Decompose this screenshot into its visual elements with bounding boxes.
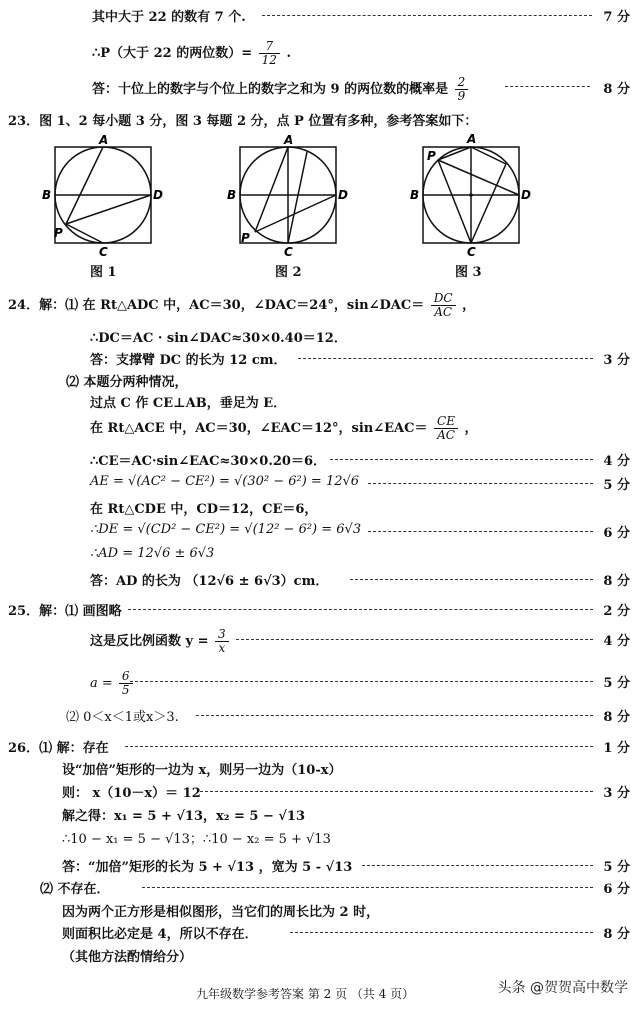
- q24-line-2: [0, 325, 640, 347]
- q24-line-3: [0, 347, 640, 369]
- fraction: [259, 40, 280, 67]
- q24-line-6: [0, 405, 640, 445]
- q24-line-12: [0, 568, 640, 590]
- q26-line-7: [0, 876, 640, 898]
- q26-line-2: [0, 757, 640, 779]
- fraction-denominator: 12: [261, 53, 277, 67]
- comma: ，: [464, 421, 478, 436]
- score: 7 分: [603, 10, 630, 25]
- line-text: 25．解：⑴ 画图略: [8, 604, 122, 619]
- line-text: 23．图 1、2 每小题 3 分，图 3 每题 2 分，点 P 位置有多种，参考答案如下：: [8, 114, 478, 129]
- fraction: [215, 628, 229, 655]
- dotted-leader: [298, 358, 593, 359]
- label-c: C: [284, 245, 293, 259]
- line-text: 答：支撑臂 DC 的长为 12 cm．: [90, 353, 287, 368]
- q25-line-2: [0, 620, 640, 660]
- line-text: 解之得：x₁ = 5 + √13，x₂ = 5 − √13: [62, 809, 306, 824]
- line-prefix: ∴P（大于 22 的两位数）=: [92, 46, 253, 61]
- figure-1-caption: 图 1: [90, 265, 117, 280]
- label-c: C: [467, 245, 476, 259]
- score: 5 分: [603, 676, 630, 691]
- dotted-leader: [236, 639, 593, 640]
- dotted-leader: [196, 715, 593, 716]
- q26-line-5: [0, 826, 640, 848]
- q26-line-9: [0, 921, 640, 943]
- q24-line-8: [0, 472, 640, 494]
- line-text: 则： x（10－x）＝ 12: [62, 786, 201, 801]
- figure-2-caption: 图 2: [275, 265, 302, 280]
- line-text: ∴10 − x₁ = 5 − √13；∴10 − x₂ = 5 + √13: [62, 832, 331, 847]
- q24-line-1: [0, 284, 640, 324]
- label-b: B: [410, 188, 420, 202]
- q24-heading: 24．解：⑴ 在 Rt△ADC 中，AC＝30，∠DAC＝24°，sin∠DAC＝: [8, 298, 425, 313]
- q24-line-10: [0, 520, 640, 542]
- q24-line-4: [0, 369, 640, 391]
- line-text: ⑵ 本题分两种情况，: [66, 375, 188, 390]
- line-text: 在 Rt△CDE 中，CD＝12，CE＝6，: [90, 502, 318, 517]
- q26-line-4: [0, 803, 640, 825]
- line-probability-1: [0, 30, 640, 66]
- q25-line-1: [0, 598, 640, 620]
- score: 8 分: [603, 710, 630, 725]
- dotted-leader: [330, 459, 593, 460]
- score: 5 分: [603, 860, 630, 875]
- line-text: 答：“加倍”矩形的长为 5 + √13 ，宽为 5 - √13: [62, 860, 353, 875]
- score: 5 分: [603, 478, 630, 493]
- q24-line-9: [0, 496, 640, 518]
- figure-2: [225, 132, 355, 262]
- fraction-denominator: AC: [434, 305, 453, 319]
- score: 8 分: [603, 82, 630, 97]
- line-text: 则面积比必定是 4，所以不存在．: [62, 927, 258, 942]
- q25-line-4: [0, 704, 640, 726]
- score: 1 分: [603, 741, 630, 756]
- dotted-leader: [130, 681, 593, 682]
- line-text: （其他方法酌情给分）: [62, 950, 193, 965]
- q23-header: [0, 108, 640, 130]
- figure-3: [408, 132, 538, 262]
- score: 8 分: [603, 927, 630, 942]
- dotted-leader: [128, 609, 593, 610]
- q25-line-3: [0, 662, 640, 702]
- line-text: [90, 670, 135, 697]
- line-text: 26．⑴ 解：存在: [8, 741, 109, 756]
- dotted-leader: [350, 579, 593, 580]
- line-text: ∴DE = √(CD² − CE²) = √(12² − 6²) = 6√3: [90, 522, 362, 537]
- fraction-numerator: 6: [119, 670, 133, 684]
- line-text: [90, 415, 478, 442]
- score: 2 分: [603, 604, 630, 619]
- fraction-numerator: 3: [215, 628, 229, 642]
- q26-line-8: [0, 899, 640, 921]
- line-count-over-22: [0, 4, 640, 26]
- label-a: A: [99, 133, 109, 147]
- score: 3 分: [603, 353, 630, 368]
- line-text: AE = √(AC² − CE²) = √(30² − 6²) = 12√6: [90, 474, 360, 489]
- figure-1: [40, 132, 170, 262]
- dotted-leader: [290, 932, 593, 933]
- fraction-denominator: 9: [457, 89, 466, 103]
- fraction-numerator: 7: [259, 40, 280, 54]
- fraction: [434, 415, 458, 442]
- fraction: [455, 76, 469, 103]
- fraction-denominator: x: [218, 641, 226, 655]
- q24-line-11: [0, 544, 640, 566]
- fraction-denominator: 5: [121, 683, 130, 697]
- score: 3 分: [603, 786, 630, 801]
- label-p: P: [241, 231, 250, 245]
- line-text: ∴DC＝AC · sin∠DAC≈30×0.40＝12．: [90, 331, 347, 346]
- line-text: [8, 292, 475, 319]
- line-text: ∴CE＝AC·sin∠EAC≈30×0.20＝6．: [90, 454, 327, 469]
- line-suffix: .: [286, 46, 291, 61]
- label-d: D: [521, 188, 531, 202]
- line-answer-probability: [0, 70, 640, 106]
- score: 4 分: [603, 634, 630, 649]
- q26-line-10: [0, 944, 640, 966]
- label-d: D: [153, 188, 163, 202]
- line-text: 因为两个正方形是相似图形，当它们的周长比为 2 时，: [62, 905, 380, 920]
- label-a: A: [467, 132, 477, 146]
- fraction-denominator: AC: [437, 428, 455, 442]
- line-text: 答：AD 的长为 （12√6 ± 6√3）cm．: [90, 574, 329, 589]
- dotted-leader: [262, 15, 592, 16]
- label-b: B: [42, 188, 52, 202]
- fraction: [431, 292, 456, 319]
- fraction-numerator: CE: [434, 415, 458, 429]
- label-a: A: [284, 133, 294, 147]
- line-text: [92, 76, 470, 103]
- label-d: D: [338, 188, 348, 202]
- figure-3-caption: 图 3: [455, 265, 482, 280]
- page-footer: 九年级数学参考答案 第 2 页 （共 4 页）: [196, 987, 415, 1001]
- line-text: 过点 C 作 CE⊥AB，垂足为 E．: [90, 396, 287, 411]
- fraction-numerator: DC: [431, 292, 456, 306]
- dotted-leader: [368, 531, 593, 532]
- dotted-leader: [368, 483, 593, 484]
- line-text: [90, 628, 231, 655]
- line-prefix: 在 Rt△ACE 中，AC＝30，∠EAC＝12°，sin∠EAC＝: [90, 421, 428, 436]
- score: 8 分: [603, 574, 630, 589]
- line-prefix: 这是反比例函数 y =: [90, 634, 209, 649]
- label-c: C: [99, 245, 108, 259]
- answer-text: 答：十位上的数字与个位上的数字之和为 9 的两位数的概率是: [92, 82, 449, 97]
- dotted-leader: [125, 746, 593, 747]
- fraction: [119, 670, 133, 697]
- q26-line-6: [0, 854, 640, 876]
- label-p: P: [54, 226, 63, 240]
- line-text: 其中大于 22 的数有 7 个.: [92, 10, 246, 25]
- q24-line-7: [0, 448, 640, 470]
- q26-line-3: [0, 780, 640, 802]
- line-prefix: a =: [90, 676, 113, 691]
- fraction-numerator: 2: [455, 76, 469, 90]
- label-p: P: [427, 149, 436, 163]
- line-text: ∴AD = 12√6 ± 6√3: [90, 546, 215, 561]
- line-text: 设“加倍”矩形的一边为 x，则另一边为（10-x）: [62, 763, 342, 778]
- line-text: ⑵ 0＜x＜1或x＞3.: [66, 710, 179, 725]
- score: 4 分: [603, 454, 630, 469]
- dotted-leader: [200, 791, 593, 792]
- dotted-leader: [505, 86, 590, 87]
- dotted-leader: [142, 887, 593, 888]
- score: 6 分: [603, 526, 630, 541]
- q26-line-1: [0, 735, 640, 757]
- label-b: B: [227, 188, 237, 202]
- dotted-leader: [362, 865, 593, 866]
- line-text: ⑵ 不存在．: [40, 882, 110, 897]
- line-text: [92, 40, 291, 67]
- comma: ，: [462, 298, 476, 313]
- watermark: 头条 @贺贺高中数学: [497, 980, 628, 996]
- score: 6 分: [603, 882, 630, 897]
